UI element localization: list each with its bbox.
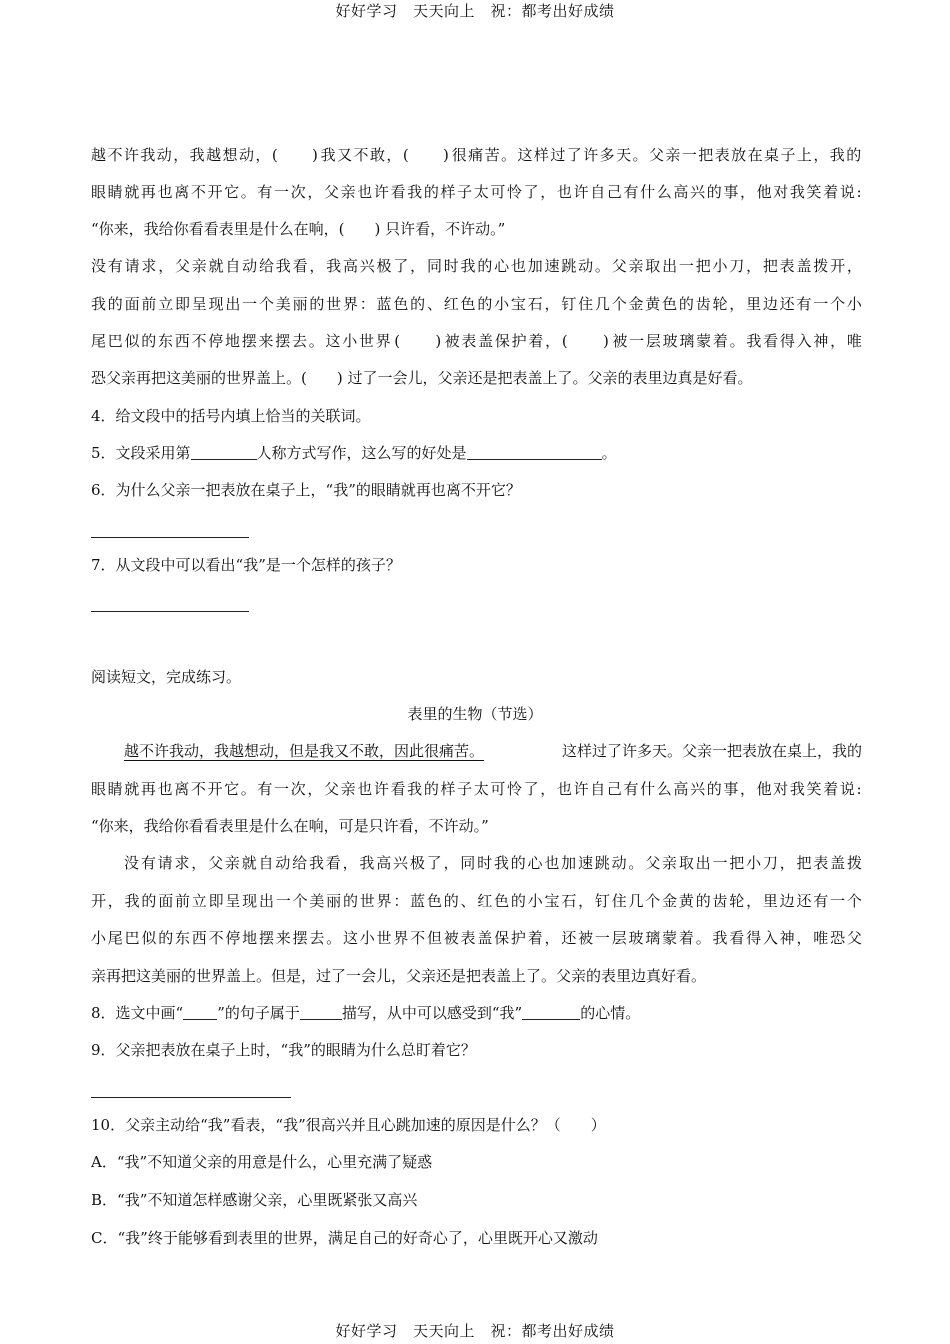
passage2-line: 眼 睛 就 再 也 离 不 开 它 。 有 一 次 ， 父 亲 也 许 看 我 的 样 子 太 可 怜 了 ， 也 许 自 己 有 什 么 高 兴 的 事 ， 他 对 我 笑 着 说 : — [91, 780, 862, 798]
answer-blank[interactable] — [467, 445, 602, 460]
passage2-line: 亲再把这美丽的世界盖上。但是，过了一会儿，父亲还是把表盖上了。父亲的表里边真好看。 — [91, 967, 707, 985]
passage1-line: 越 不 许 我 动 ， 我 越 想 动 ， ( ) 我 又 不 敢 ， ( ) 很 痛 苦 。 这 样 过 了 许 多 天 。 父 亲 一 把 表 放 在 桌 子 上 ， 我 的 — [91, 146, 862, 164]
answer-blank[interactable] — [522, 1005, 580, 1020]
underlined-sentence: 越不许我动，我越想动，但是我又不敢，因此很痛苦。 — [124, 742, 485, 760]
question-5 — [91, 443, 862, 463]
passage1-line: 眼 睛 就 再 也 离 不 开 它 。 有 一 次 ， 父 亲 也 许 看 我 的 样 子 太 可 怜 了 ， 也 许 自 己 有 什 么 高 兴 的 事 ， 他 对 我 笑 着 说 : — [91, 183, 862, 201]
passage2-line: “你来，我给你看看表里是什么在响，可是只许看，不许动。” — [91, 817, 489, 835]
answer-line[interactable] — [91, 537, 249, 538]
passage-title: 表里的生物（节选） — [407, 705, 543, 723]
answer-blank[interactable] — [183, 1005, 217, 1020]
question-8-part-a: 8．选文中画“ — [91, 1004, 184, 1022]
question-8 — [91, 1003, 862, 1023]
question-5-part-b: 人称方式写作，这么写的好处是 — [256, 444, 467, 462]
page-footer: 好好学习 天天向上 祝：都考出好成绩 — [335, 1322, 615, 1340]
question-8-part-c: 描写，从中可以感受到“我” — [341, 1004, 523, 1022]
question-5-part-c: 。 — [601, 444, 617, 462]
question-9: 9．父亲把表放在桌子上时，“我”的眼睛为什么总盯着它？ — [91, 1041, 476, 1059]
question-6: 6．为什么父亲一把表放在桌子上，“我”的眼睛就再也离不开它？ — [91, 481, 521, 499]
passage1-line: 恐父亲再把这美丽的世界盖上。( ) 过了一会儿，父亲还是把表盖上了。父亲的表里边真是好看。 — [91, 369, 753, 387]
option-c[interactable]: C．“我”终于能够看到表里的世界，满足自己的好奇心了，心里既开心又激动 — [91, 1229, 598, 1247]
answer-blank[interactable] — [300, 1005, 342, 1020]
option-a[interactable]: A．“我”不知道父亲的用意是什么，心里充满了疑惑 — [91, 1153, 433, 1171]
answer-line[interactable] — [91, 1097, 291, 1098]
option-b[interactable]: B．“我”不知道怎样感谢父亲，心里既紧张又高兴 — [91, 1191, 418, 1209]
question-5-part-a: 5．文段采用第 — [91, 444, 191, 462]
page-header: 好好学习 天天向上 祝：都考出好成绩 — [335, 2, 615, 20]
passage2-line — [124, 741, 862, 761]
passage1-line: 没 有 请 求 ， 父 亲 就 自 动 给 我 看 ， 我 高 兴 极 了 ， 同 时 我 的 心 也 加 速 跳 动 。 父 亲 取 出 一 把 小 刀 ， 把 表 盖 拨 开 ， — [91, 257, 862, 275]
question-4: 4．给文段中的括号内填上恰当的关联词。 — [91, 407, 371, 425]
passage1-line: “你来，我给你看看表里是什么在响，( ) 只许看，不许动。” — [91, 220, 506, 238]
question-8-part-b: ”的句子属于 — [217, 1004, 300, 1022]
passage2-line: 小 尾 巴 似 的 东 西 不 停 地 摆 来 摆 去 。 这 小 世 界 不 但 被 表 盖 保 护 着 ， 还 被 一 层 玻 璃 蒙 着 。 我 看 得 入 神 ， 唯 恐 父 — [91, 929, 862, 947]
answer-blank[interactable] — [191, 445, 257, 460]
passage2-line-rest: 这样过了许多天。父亲一把表放在桌上，我的 — [561, 742, 862, 760]
question-7: 7．从文段中可以看出“我”是一个怎样的孩子？ — [91, 556, 401, 574]
question-10: 10．父亲主动给“我”看表，“我”很高兴并且心跳加速的原因是什么？（ ） — [91, 1116, 606, 1134]
question-8-part-d: 的心情。 — [580, 1004, 641, 1022]
answer-line[interactable] — [91, 611, 249, 612]
passage1-line: 尾 巴 似 的 东 西 不 停 地 摆 来 摆 去 。 这 小 世 界 ( ) 被 表 盖 保 护 着 ， ( ) 被 一 层 玻 璃 蒙 着 。 我 看 得 入 神 ， 唯 — [91, 332, 862, 350]
instruction: 阅读短文，完成练习。 — [91, 668, 242, 686]
passage2-line: 开 ， 我 的 面 前 立 即 呈 现 出 一 个 美 丽 的 世 界 ： 蓝 色 的 、 红 色 的 小 宝 石 ， 钉 住 几 个 金 黄 的 齿 轮 ， 里 边 还 有 一 个 — [91, 892, 862, 910]
passage1-line: 我 的 面 前 立 即 呈 现 出 一 个 美 丽 的 世 界 ： 蓝 色 的 、 红 色 的 小 宝 石 ， 钉 住 几 个 金 黄 色 的 齿 轮 ， 里 边 还 有 一 个 小 — [91, 295, 862, 313]
passage2-line: 没 有 请 求 ， 父 亲 就 自 动 给 我 看 ， 我 高 兴 极 了 ， 同 时 我 的 心 也 加 速 跳 动 。 父 亲 取 出 一 把 小 刀 ， 把 表 盖 拨 — [124, 854, 862, 872]
